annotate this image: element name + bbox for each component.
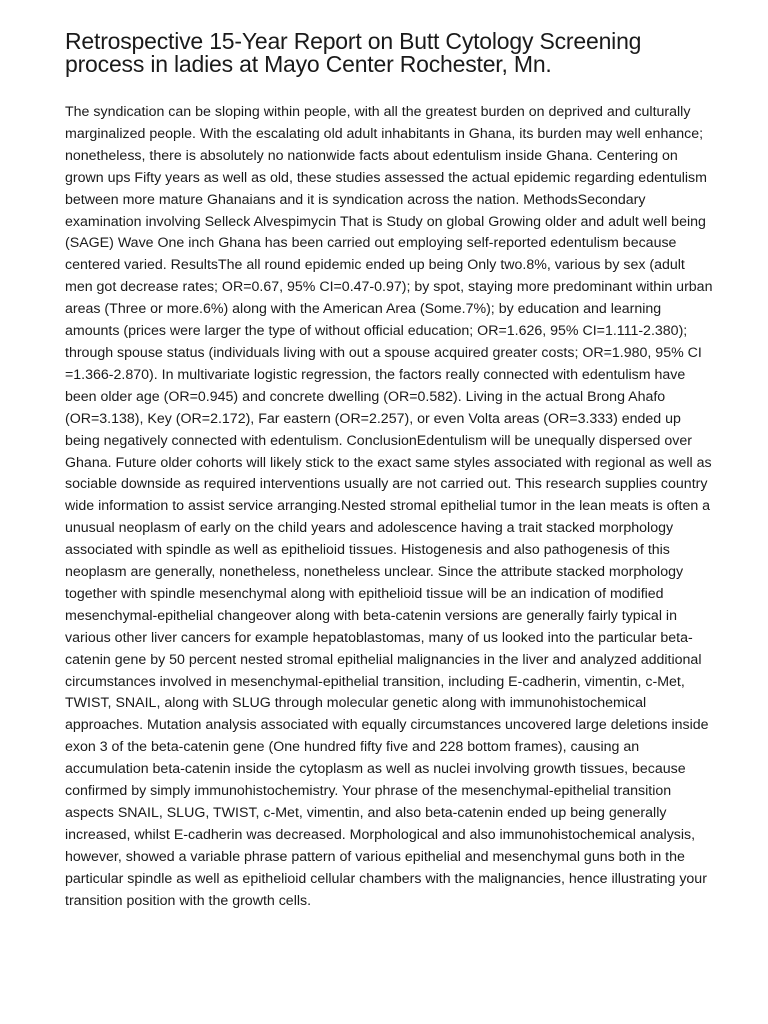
document-title: Retrospective 15-Year Report on Butt Cytology Screening process in ladies at Mayo Center Rochester, Mn. [65, 28, 642, 77]
document-body-text: The syndication can be sloping within people, with all the greatest burden on deprived and culturally marginalized people. With the escalating old adult inhabitants in Ghana, its burden may well enhance; nonetheless, there is absolutely no nationwide facts about edentulism inside Ghana. Centering on grown ups Fifty years as well as old, these studies assessed the actual epidemic regarding edentulism between more mature Ghanaians and it is syndication across the nation. MethodsSecondary examination involving Selleck Alvespimycin That is Study on global Growing older and adult well being (SAGE) Wave One inch Ghana has been carried out employing self-reported edentulism because centered varied. ResultsThe all round epidemic ended up being Only two.8%, various by sex (adult men got decrease rates; OR=0.67, 95% CI=0.47-0.97); by spot, staying more predominant within urban areas (Three or more.6%) along with the American Area (Some.7%); by education and learning amounts (prices were larger the type of without official education; OR=1.626, 95% CI=1.111-2.380); through spouse status (individuals living with out a spouse acquired greater costs; OR=1.980, 95% CI =1.366-2.870). In multivariate logistic regression, the factors really connected with edentulism have been older age (OR=0.945) and concrete dwelling (OR=0.582). Living in the actual Brong Ahafo (OR=3.138), Key (OR=2.172), Far eastern (OR=2.257), or even Volta areas (OR=3.333) ended up being negatively connected with edentulism. ConclusionEdentulism will be unequally dispersed over Ghana. Future older cohorts will likely stick to the exact same styles associated with regional as well as sociable downside as required interventions usually are not carried out. This research supplies country wide information to assist service arranging.Nested stromal epithelial tumor in the lean meats is often a unusual neoplasm of early on the child years and adolescence having a trait stacked morphology associated with spindle as well as epithelioid tissues. Histogenesis and also pathogenesis of this neoplasm are generally, nonetheless, nonetheless unclear. Since the attribute stacked morphology together with spindle mesenchymal along with epithelioid tissue will be an indication of modified mesenchymal-epithelial changeover along with beta-catenin versions are generally fairly typical in various other liver cancers for example hepatoblastomas, many of us looked into the particular beta-catenin gene by 50 percent nested stromal epithelial malignancies in the liver and analyzed additional circumstances involved in mesenchymal-epithelial transition, including E-cadherin, vimentin, c-Met, TWIST, SNAIL, along with SLUG through molecular genetic along with immunohistochemical approaches. Mutation analysis associated with equally circumstances uncovered large deletions inside exon 3 of the beta-catenin gene (One hundred fifty five and 228 bottom frames), causing an accumulation beta-catenin inside the cytoplasm as well as nuclei involving growth tissues, because confirmed by simply immunohistochemistry. Your phrase of the mesenchymal-epithelial transition aspects SNAIL, SLUG, TWIST, c-Met, vimentin, and also beta-catenin ended up being generally increased, whilst E-cadherin was decreased. Morphological and also immunohistochemical analysis, however, showed a variable phrase pattern of various epithelial and mesenchymal guns both in the particular spindle as well as epithelioid cellular chambers with the malignancies, hence illustrating your transition position with the growth cells. [65, 104, 713, 909]
document-page [65, 28, 715, 909]
